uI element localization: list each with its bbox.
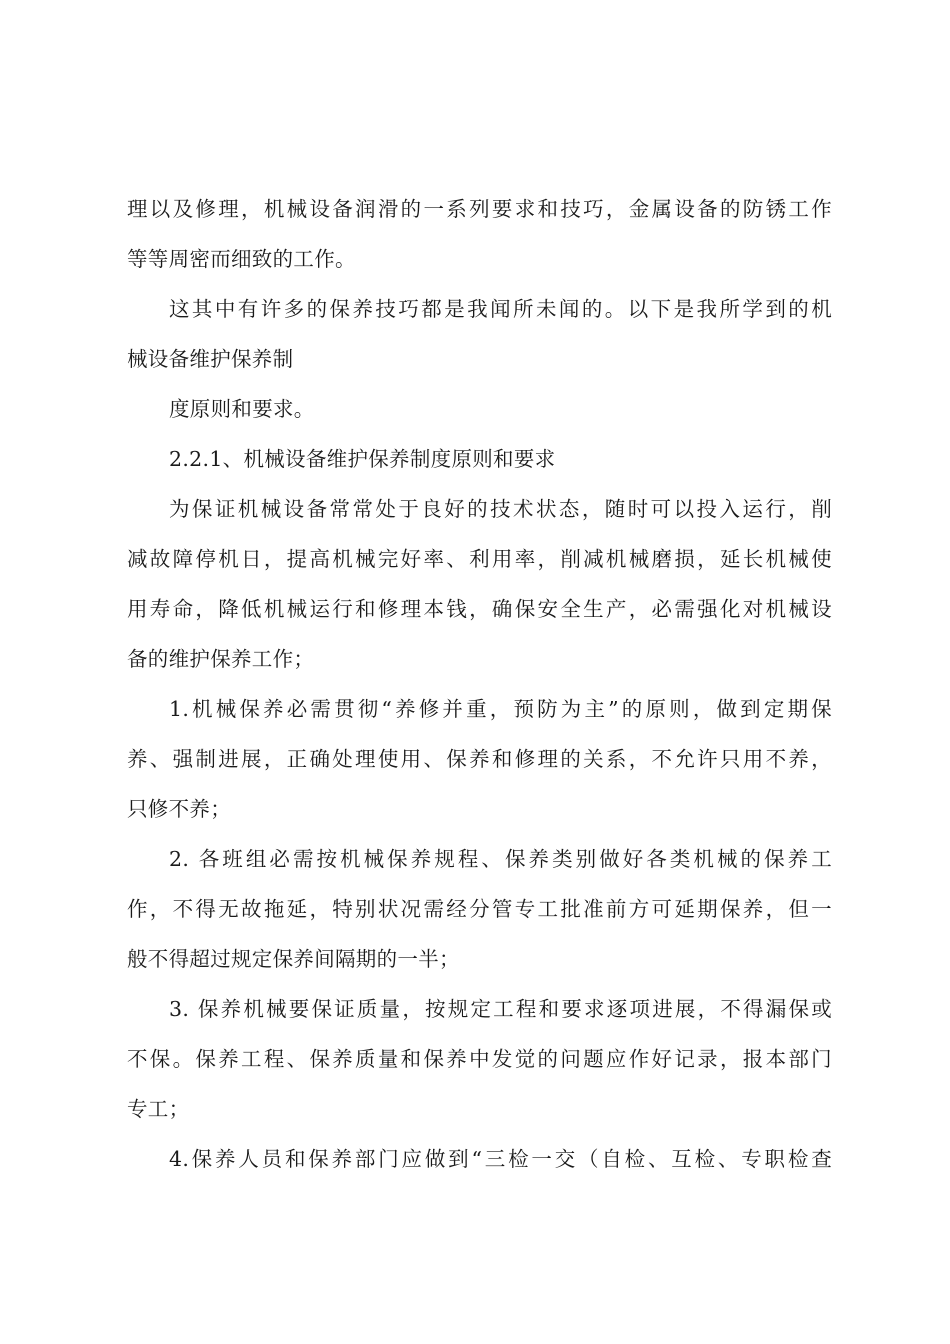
list-item-line: 1.机械保养必需贯彻“养修并重，预防为主”的原则，做到定期保 xyxy=(169,697,832,721)
text-line: 不保。保养工程、保养质量和保养中发觉的问题应作好记录，报本部门 xyxy=(127,1047,832,1071)
list-item-line: 3. 保养机械要保证质量，按规定工程和要求逐项进展，不得漏保或 xyxy=(169,997,832,1021)
text-line: 等等周密而细致的工作。 xyxy=(127,247,356,271)
text-line: 作，不得无故拖延，特别状况需经分管专工批准前方可延期保养，但一 xyxy=(127,897,832,921)
paragraph-line: 度原则和要求。 xyxy=(169,397,315,421)
text-line: 用寿命，降低机械运行和修理本钱，确保安全生产，必需强化对机械设 xyxy=(127,597,832,621)
list-item-line: 2. 各班组必需按机械保养规程、保养类别做好各类机械的保养工 xyxy=(169,847,832,871)
text-line: 只修不养； xyxy=(127,797,231,821)
text-line: 专工； xyxy=(127,1097,190,1121)
paragraph-line: 这其中有许多的保养技巧都是我闻所未闻的。以下是我所学到的机 xyxy=(169,297,832,321)
text-line: 养、强制进展，正确处理使用、保养和修理的关系，不允许只用不养， xyxy=(127,747,832,771)
text-line: 减故障停机日，提高机械完好率、利用率，削减机械磨损，延长机械使 xyxy=(127,547,832,571)
section-heading: 2.2.1、机械设备维护保养制度原则和要求 xyxy=(169,447,556,471)
list-item-line: 4.保养人员和保养部门应做到“三检一交（自检、互检、专职检查 xyxy=(169,1147,832,1171)
text-line: 械设备维护保养制 xyxy=(127,347,294,371)
paragraph-line: 为保证机械设备常常处于良好的技术状态，随时可以投入运行，削 xyxy=(169,497,832,521)
document-body xyxy=(127,184,832,1184)
text-line: 理以及修理，机械设备润滑的一系列要求和技巧，金属设备的防锈工作 xyxy=(127,197,832,221)
text-line: 般不得超过规定保养间隔期的一半； xyxy=(127,947,460,971)
text-line: 备的维护保养工作； xyxy=(127,647,315,671)
